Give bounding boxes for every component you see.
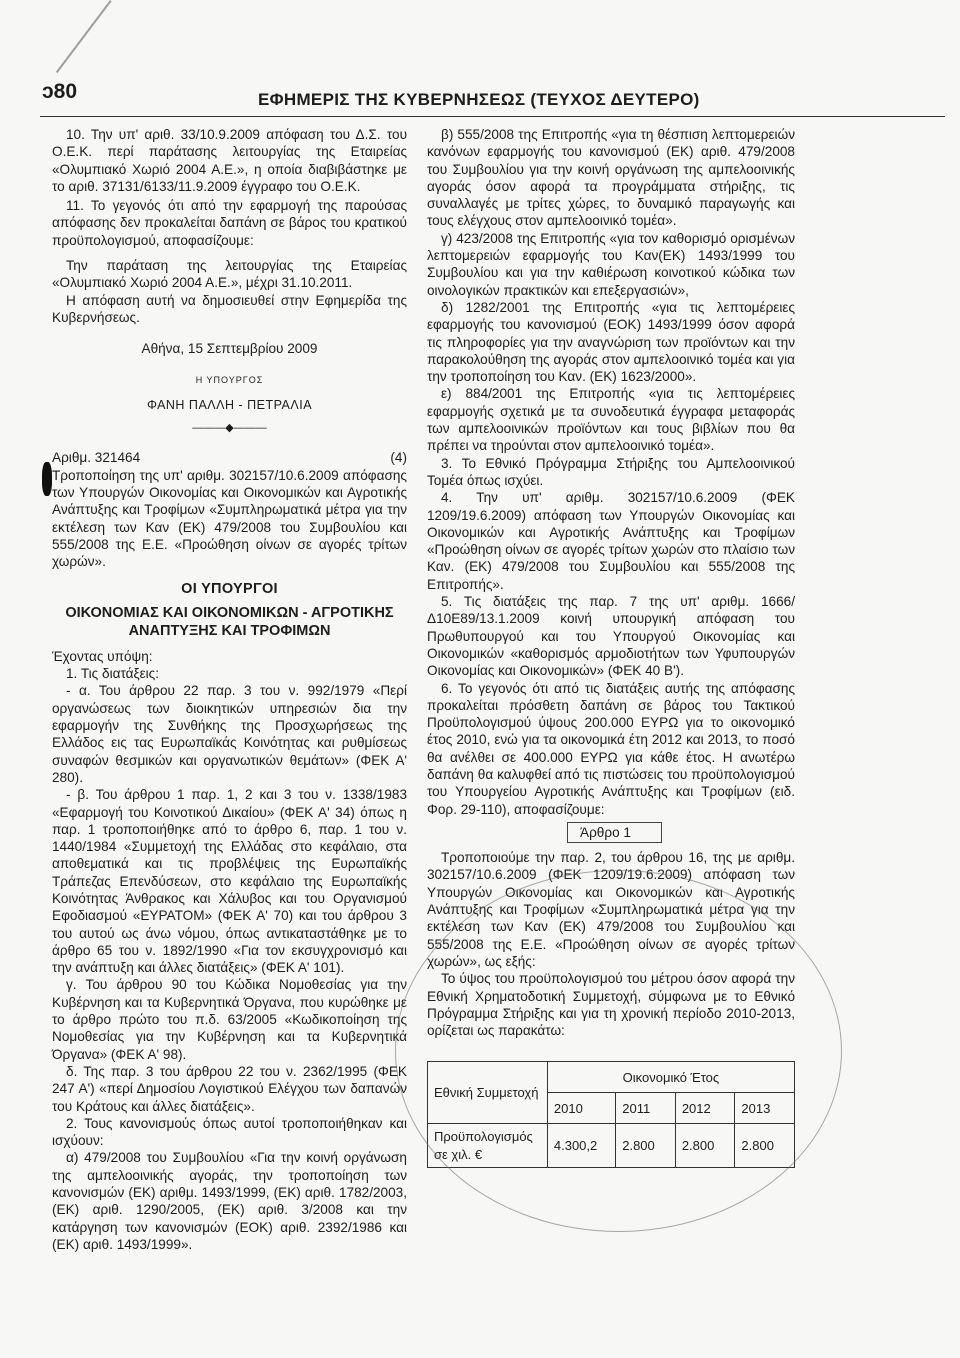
row-label-budget: Προϋπολογισμός σε χιλ. €	[428, 1124, 548, 1168]
paragraph-5: 5. Τις διατάξεις της παρ. 7 της υπ' αριθμ. 1666/Δ10Ε89/13.1.2009 κοινή υπουργική απόφαση του Πρωθυπουργού και του Υπουργού Οικονομίας και Οικονομικών «καθορισμός αρμοδιοτήτων των Υφυπουργών Οικονομίας και Οικονομικών» (ΦΕΚ 40 Β').	[427, 594, 795, 679]
ink-blot	[42, 462, 52, 496]
header-financial-year: Οικονομικό Έτος	[547, 1062, 794, 1093]
value-2011: 2.800	[616, 1124, 676, 1168]
article-amendment: Τροποποιούμε την παρ. 2, του άρθρου 16, της με αριθμ. 302157/10.6.2009 (ΦΕΚ 1209/19.6.2009) απόφαση των Υπουργών Οικονομίας και Οικονομικών και Αγροτικής Ανάπτυξης και Τροφίμων «Συμπληρωματικά μέτρα για την εκτέλεση των Καν (ΕΚ) 479/2008 του Συμβουλίου και 555/2008 της Ε.Ε. «Προώθηση οίνων σε αγορές τρίτων χωρών», ως εξής:	[427, 850, 795, 969]
regulation-d: δ) 1282/2001 της Επιτροπής «για τις λεπτομέρειες εφαρμογής του κανονισμού (ΕΟΚ) 1493/1999 όσον αφορά τις πληροφορίες για την αναγνώριση των προϊόντων και την παρακολούθηση της αγοράς στον αμπελοοινικό τομέα και για την τροποποίηση του Καν. (ΕΚ) 1623/2000».	[427, 299, 795, 385]
decision-number: Αριθμ. 321464	[52, 450, 141, 466]
paragraph-11: 11. Το γεγονός ότι από την εφαρμογή της παρούσας απόφασης δεν προκαλείται δαπάνη σε βάρος του κρατικού προϋπολογισμού, αποφασίζουμε:	[52, 198, 407, 248]
paragraph-6: 6. Το γεγονός ότι από τις διατάξεις αυτής της απόφασης προκαλείται πρόσθετη δαπάνη σε βάρος του Τακτικού Προϋπολογισμού ύψους 200.000 ΕΥΡΩ για το οικονομικό έτος 2010, ενώ για τα οικονομικά έτη 2012 και 2013, το ποσό θα ανέλθει σε 400.000 ΕΥΡΩ για κάθε έτος. Η ανωτέρω δαπάνη θα καλυφθεί από τις πιστώσεις του προϋπολογισμού του Υπουργείου Αγροτικής Ανάπτυξης και Τροφίμων (ειδ. Φορ. 29-110), αποφασίζουμε:	[427, 680, 795, 817]
regulation-c: γ) 423/2008 της Επιτροπής «για τον καθορισμό ορισμένων λεπτομερειών εφαρμογής του Καν(ΕΚ) 1493/1999 του Συμβουλίου και για την καθιέρωση κοινοτικού κώδικα των οινολογικών πρακτικών και επεξεργασιών»,	[427, 230, 795, 298]
provision-a: - α. Του άρθρου 22 παρ. 3 του ν. 992/1979 «Περί οργανώσεως των διοικητικών υπηρεσιών δια την εφαρμογήν της Συνθήκης της Προσχωρήσεως της Ελλάδος εις τας Ευρωπαϊκάς Κοινότητας και ρυθμίσεως συναφών θεσμικών και οργανωτικών θεμάτων» (ΦΕΚ Α' 280).	[52, 683, 407, 785]
regulation-e: ε) 884/2001 της Επιτροπής «για τις λεπτομέρειες εφαρμογής σχετικά με τα συνοδευτικά έγγραφα μεταφοράς των αμπελοοινικών προϊόντων και τους βιβλίων που θα πρέπει να τηρούνται στον αμπελοοινικό τομέα».	[427, 386, 795, 454]
value-2013: 2.800	[735, 1124, 795, 1168]
signatory-name: ΦΑΝΗ ΠΑΛΛΗ - ΠΕΤΡΑΛΙΑ	[146, 397, 313, 412]
paragraph-3: 3. Το Εθνικό Πρόγραμμα Στήριξης του Αμπελοοινικού Τομέα όπως ισχύει.	[427, 455, 795, 488]
decision-publication: Η απόφαση αυτή να δημοσιευθεί στην Εφημερίδα της Κυβερνήσεως.	[52, 292, 407, 325]
ornament-divider: ———◆———	[192, 422, 267, 435]
scan-mark	[56, 0, 112, 73]
provision-d: δ. Της παρ. 3 του άρθρου 22 του ν. 2362/1995 (ΦΕΚ 247 Α') «περί Δημοσίου Λογιστικού Ελέγχου των δαπανών του Κράτους και άλλες διατάξεις».	[52, 1063, 407, 1114]
provision-b: - β. Του άρθρου 1 παρ. 1, 2 και 3 του ν. 1338/1983 «Εφαρμογή του Κοινοτικού Δικαίου» (ΦΕΚ Α' 34) όπως η παρ. 1 τροποποιήθηκε από το άρθρο 6, παρ. 1 του ν. 1440/1984 «Συμμετοχή της Ελλάδας στο κεφάλαιο, στα αποθεματικά και τις προβλέψεις της Ευρωπαϊκής Τράπεζας Επενδύσεων, στο κεφάλαιο της Ευρωπαϊκής Κοινότητας Άνθρακος και Χάλυβος και του Οργανισμού Εφοδιασμού «ΕΥΡΑΤΟΜ» (ΦΕΚ Α' 70) και του άρθρου 3 του αυτού ως άνω νόμου, όπως αντικαταστάθηκε με το άρθρο 65 του ν. 1892/1990 «Για τον εκσυγχρονισμό και την ανάπτυξη και άλλες διατάξεις» (ΦΕΚ Α' 101).	[52, 787, 407, 976]
table-row	[428, 1124, 795, 1168]
ministries-heading: ΟΙΚΟΝΟΜΙΑΣ ΚΑΙ ΟΙΚΟΝΟΜΙΚΩΝ - ΑΓΡΟΤΙΚΗΣ ΑΝΑΠΤΥΞΗΣ ΚΑΙ ΤΡΟΦΙΜΩΝ	[65, 604, 394, 639]
paragraph-4: 4. Την υπ' αριθμ. 302157/10.6.2009 (ΦΕΚ 1209/19.6.2009) απόφαση των Υπουργών Οικονομίας και Οικονομικών και Αγροτικής Ανάπτυξης και Τροφίμων «Προώθηση οίνων σε αγορές τρίτων χωρών στο πλαίσιο των Καν. (ΕΚ) 479/2008 του Συμβουλίου και 555/2008 της Επιτροπής».	[427, 490, 795, 592]
decision-number-line	[52, 449, 407, 466]
left-column	[52, 126, 407, 1253]
header-rule	[40, 116, 945, 117]
gazette-header: ΕΦΗΜΕΡΙΣ ΤΗΣ ΚΥΒΕΡΝΗΣΕΩΣ (ΤΕΥΧΟΣ ΔΕΥΤΕΡΟ)	[258, 90, 700, 109]
provisions-1: 1. Τις διατάξεις:	[66, 666, 159, 682]
decision-title: Τροποποίηση της υπ' αριθμ. 302157/10.6.2009 απόφασης των Υπουργών Οικονομίας και Οικονομικών και Αγροτικής Ανάπτυξης και Τροφίμων «Συμπληρωματικά μέτρα για την εκτέλεση των Καν (ΕΚ) 479/2008 του Συμβουλίου και 555/2008 της Ε.Ε. «Προώθηση οίνων σε αγορές τρίτων χωρών».	[52, 467, 407, 570]
row-label-participation: Εθνική Συμμετοχή	[428, 1062, 548, 1124]
regulations-2: 2. Τους κανονισμούς όπως αυτοί τροποποιήθηκαν και ισχύουν:	[52, 1115, 407, 1149]
value-2010: 4.300,2	[547, 1124, 615, 1168]
year-2011: 2011	[616, 1093, 676, 1124]
table-row	[428, 1062, 795, 1093]
value-2012: 2.800	[675, 1124, 735, 1168]
having-regard: Έχοντας υπόψη:	[52, 648, 153, 664]
right-column	[427, 126, 795, 1168]
regulation-a: α) 479/2008 του Συμβουλίου «Για την κοινή οργάνωση της αμπελοοινικής αγοράς, την τροποποίηση των κανονισμών (ΕΚ) αριθμ. 1493/1999, (ΕΚ) αριθ. 1782/2003, (ΕΚ) αριθ. 1290/2005, (ΕΚ) αριθ. 3/2008 και την κατάργηση των κανονισμών (ΕΟΚ) αριθ. 2392/1986 και (ΕΚ) αριθ. 1493/1999».	[52, 1150, 407, 1252]
ministers-heading: ΟΙ ΥΠΟΥΡΓΟΙ	[181, 580, 278, 597]
paragraph-10: 10. Την υπ' αριθ. 33/10.9.2009 απόφαση του Δ.Σ. του Ο.Ε.Κ. περί παράτασης λειτουργίας της Εταιρείας «Ολυμπιακό Χωριό 2004 Α.Ε.», η οποία διαβιβάστηκε με το αριθ. 37131/6133/11.9.2009 έγγραφο του Ο.Ε.Κ.	[52, 127, 407, 194]
regulation-b: β) 555/2008 της Επιτροπής «για τη θέσπιση λεπτομερειών κανόνων εφαρμογής του κανονισμού (ΕΚ) αριθ. 479/2008 του Συμβουλίου για την κοινή οργάνωση της αμπελοοινικής αγοράς όσον αφορά τα προγράμματα στήριξης, τις συναλλαγές με τρίτες χώρες, το δυναμικό παραγωγής και τους ελέγχους στον αμπελοοινικό τομέα».	[427, 127, 795, 229]
place-date: Αθήνα, 15 Σεπτεμβρίου 2009	[141, 341, 318, 357]
decision-index: (4)	[390, 450, 407, 466]
page-number: ͻ80	[42, 80, 78, 103]
article-heading: Άρθρο 1	[567, 822, 662, 843]
decision-extension: Την παράταση της λειτουργίας της Εταιρείας «Ολυμπιακό Χωριό 2004 Α.Ε.», μέχρι 31.10.2011.	[52, 258, 407, 291]
year-2010: 2010	[547, 1093, 615, 1124]
budget-table	[427, 1061, 795, 1168]
signatory-role: Η ΥΠΟΥΡΓΟΣ	[195, 374, 264, 385]
article-budget-text: Το ύψος του προϋπολογισμού του μέτρου όσον αφορά την Εθνική Χρηματοδοτική Συμμετοχή, σύμφωνα με το Εθνικό Πρόγραμμα Στήριξης και για τη χρονική περίοδο 2010-2013, ορίζεται ως παρακάτω:	[427, 971, 795, 1039]
provision-c: γ. Του άρθρου 90 του Κώδικα Νομοθεσίας για την Κυβέρνηση και τα Κυβερνητικά Όργανα, που κυρώθηκε με το άρθρο πρώτο του π.δ. 63/2005 «Κωδικοποίηση της Νομοθεσίας για την Κυβέρνηση και τα Κυβερνητικά Όργανα» (ΦΕΚ Α' 98).	[52, 977, 407, 1062]
year-2012: 2012	[675, 1093, 735, 1124]
year-2013: 2013	[735, 1093, 795, 1124]
